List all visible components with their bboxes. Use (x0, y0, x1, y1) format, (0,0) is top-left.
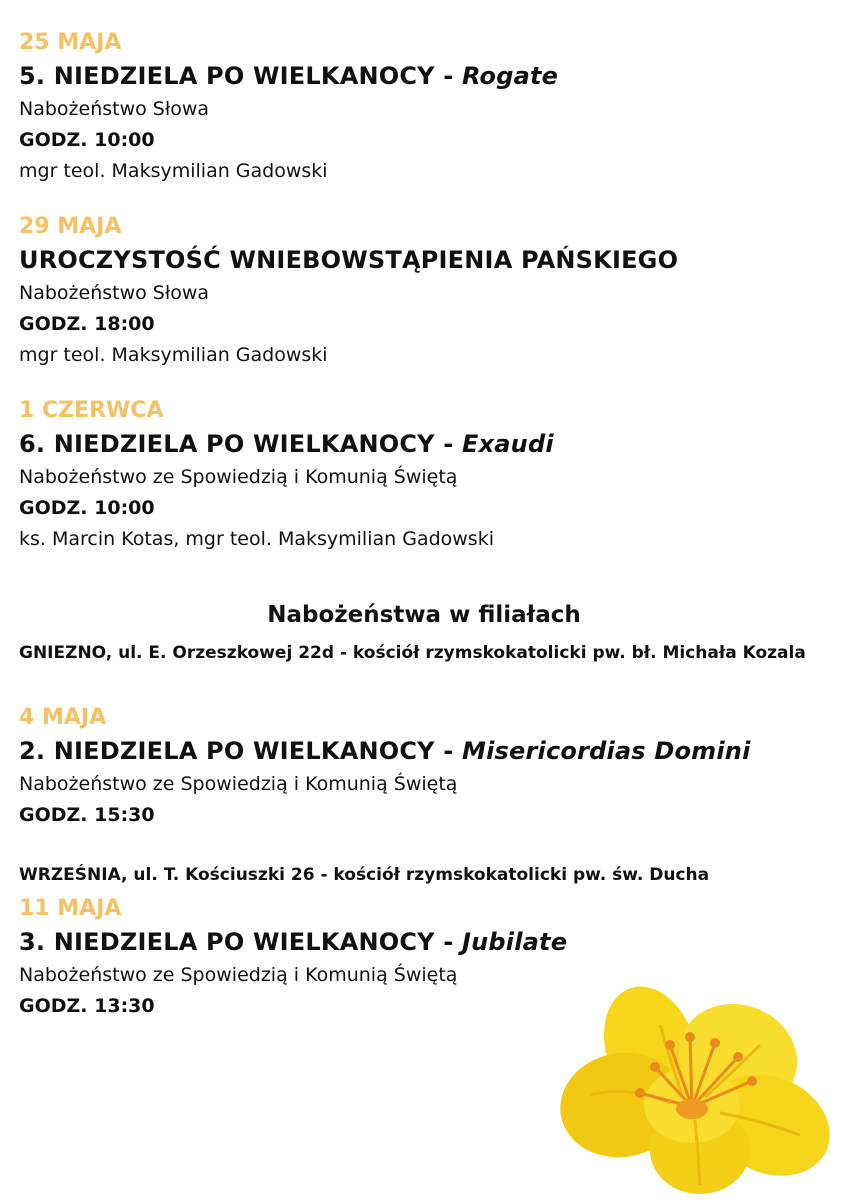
service-title-text: 5. NIEDZIELA PO WIELKANOCY - (19, 62, 463, 90)
service-title-italic: Rogate (462, 62, 559, 90)
service-time: GODZ. 15:30 (19, 804, 155, 826)
service-type: Nabożeństwo Słowa (19, 282, 210, 304)
service-title-text: 6. NIEDZIELA PO WIELKANOCY - (19, 430, 463, 458)
service-date: 11 MAJA (19, 896, 122, 921)
service-entry (19, 396, 831, 555)
service-pastor: ks. Marcin Kotas, mgr teol. Maksymilian Gadowski (19, 528, 494, 550)
service-pastor: mgr teol. Maksymilian Gadowski (19, 344, 328, 366)
service-entry (19, 212, 831, 371)
service-title-italic: Misericordias Domini (462, 737, 751, 765)
service-time: GODZ. 10:00 (19, 129, 155, 151)
service-type: Nabożeństwo Słowa (19, 98, 210, 120)
service-time: GODZ. 18:00 (19, 313, 155, 335)
yellow-flower-icon (560, 985, 840, 1195)
service-type: Nabożeństwo ze Spowiedzią i Komunią Świętą (19, 466, 458, 488)
service-entry (19, 28, 831, 187)
service-title-italic: Jubilate (462, 928, 568, 956)
filial-location: GNIEZNO, ul. E. Orzeszkowej 22d - kościół rzymskokatolicki pw. bł. Michała Kozala (19, 643, 806, 663)
service-date: 25 MAJA (19, 30, 122, 55)
service-title-text: 3. NIEDZIELA PO WIELKANOCY - (19, 928, 463, 956)
filial-service-entry (19, 703, 831, 831)
service-title (19, 242, 831, 278)
service-title-text: UROCZYSTOŚĆ WNIEBOWSTĄPIENIA PAŃSKIEGO (19, 246, 679, 274)
service-time: GODZ. 13:30 (19, 995, 155, 1017)
service-type: Nabożeństwo ze Spowiedzią i Komunią Świętą (19, 773, 458, 795)
service-title (19, 924, 831, 960)
service-title-text: 2. NIEDZIELA PO WIELKANOCY - (19, 737, 463, 765)
service-title (19, 426, 831, 462)
service-title (19, 58, 831, 94)
service-date: 4 MAJA (19, 705, 107, 730)
service-pastor: mgr teol. Maksymilian Gadowski (19, 160, 328, 182)
service-date: 29 MAJA (19, 214, 122, 239)
filial-location: WRZEŚNIA, ul. T. Kościuszki 26 - kościół rzymskokatolicki pw. św. Ducha (19, 865, 710, 885)
service-date: 1 CZERWCA (19, 398, 164, 423)
service-type: Nabożeństwo ze Spowiedzią i Komunią Świętą (19, 964, 458, 986)
service-time: GODZ. 10:00 (19, 497, 155, 519)
service-title (19, 733, 831, 769)
filials-heading: Nabożeństwa w filiałach (267, 602, 581, 628)
service-title-italic: Exaudi (462, 430, 554, 458)
